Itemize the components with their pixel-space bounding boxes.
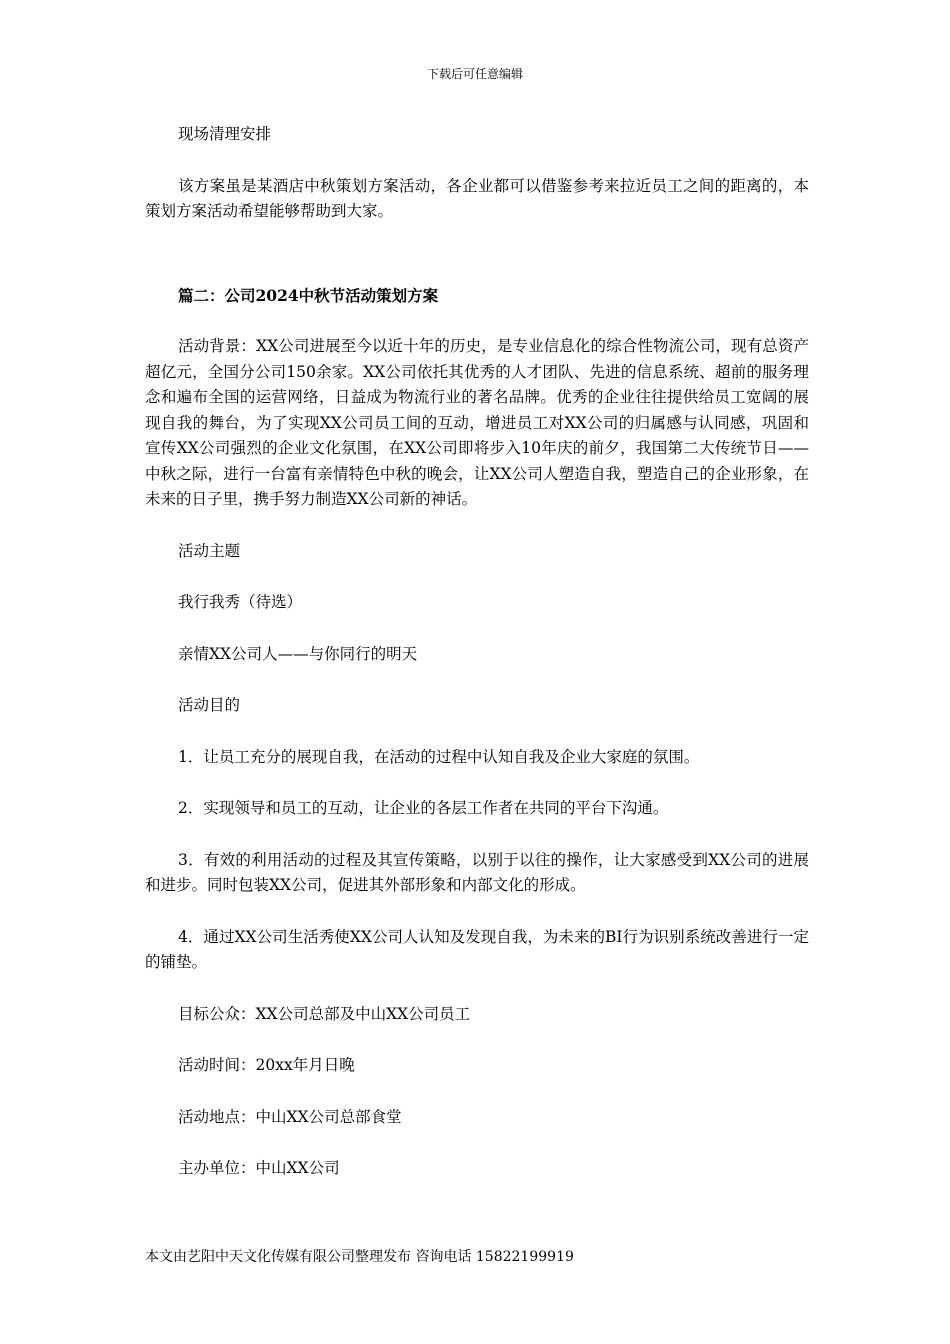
paragraph-purpose-2: 2．实现领导和员工的互动，让企业的各层工作者在共同的平台下沟通。: [178, 799, 669, 817]
paragraph-location: 活动地点：中山XX公司总部食堂: [178, 1107, 402, 1126]
paragraph-cleanup: 现场清理安排: [178, 125, 272, 143]
paragraph-purpose-3: 3．有效的利用活动的过程及其宣传策略，以别于以往的操作，让大家感受到XX公司的进展和进步。同时包装XX公司，促进其外部形象和内部文化的形成。: [145, 850, 809, 894]
paragraph-background: 活动背景：XX公司进展至今以近十年的历史，是专业信息化的综合性物流公司，现有总资产超亿元，全国分公司150余家。XX公司依托其优秀的人才团队、先进的信息系统、超前的服务理念和遍布全国的运营网络，日益成为物流行业的著名品牌。优秀的企业往往提供给员工宽阔的展现自我的舞台，为了实现XX公司员工间的互动，增进员工对XX公司的归属感与认同感，巩固和宣传XX公司强烈的企业文化氛围，在XX公司即将步入10年庆的前夕，我国第二大传统节日——中秋之际，进行一台富有亲情特色中秋的晚会，让XX公司人塑造自我，塑造自己的企业形象，在未来的日子里，携手努力制造XX公司新的神话。: [145, 337, 809, 508]
paragraph-theme-option-1: 我行我秀（待选）: [178, 593, 303, 611]
paragraph-organizer: 主办单位：中山XX公司: [178, 1159, 340, 1177]
page-header-note: 下载后可任意编辑: [426, 67, 523, 81]
paragraph-intro: 该方案虽是某酒店中秋策划方案活动，各企业都可以借鉴参考来拉近员工之间的距离的，本策划方案活动希望能够帮助到大家。: [145, 176, 809, 220]
paragraph-purpose-1: 1．让员工充分的展现自我，在活动的过程中认知自我及企业大家庭的氛围。: [178, 747, 700, 766]
paragraph-theme-option-2: 亲情XX公司人——与你同行的明天: [178, 644, 418, 663]
paragraph-purpose-4: 4．通过XX公司生活秀使XX公司人认知及发现自我，为未来的BI行为识别系统改善进行一定的铺垫。: [145, 927, 809, 971]
paragraph-purpose-label: 活动目的: [178, 696, 241, 714]
paragraph-theme-label: 活动主题: [178, 541, 241, 560]
section-heading: 篇二：公司2024中秋节活动策划方案: [178, 285, 439, 305]
paragraph-audience: 目标公众：XX公司总部及中山XX公司员工: [178, 1004, 471, 1023]
paragraph-time: 活动时间：20xx年月日晚: [178, 1056, 355, 1074]
page-footer-note: 本文由艺阳中天文化传媒有限公司整理发布 咨询电话 15822199919: [145, 1249, 574, 1265]
document-body: [145, 122, 809, 1208]
